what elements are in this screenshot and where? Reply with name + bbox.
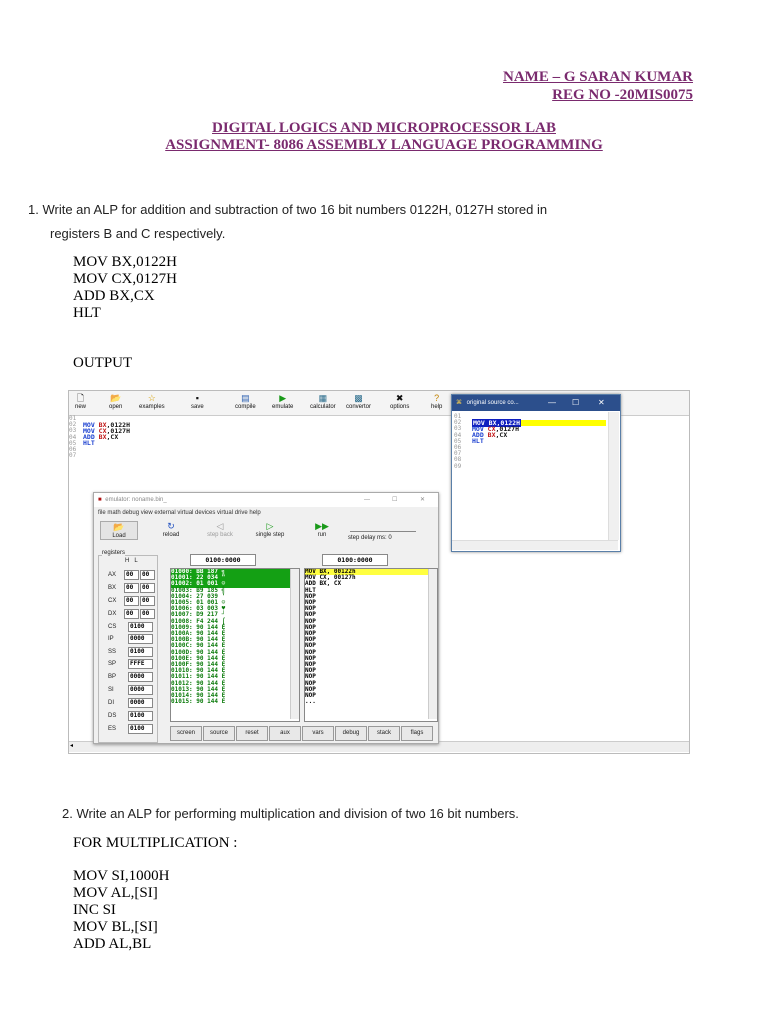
- code-line: ADD AL,BL: [73, 936, 152, 952]
- disasm-row: NOP: [305, 636, 316, 644]
- code-line: MOV BX,0122H: [73, 254, 177, 270]
- memory-row: 01000: BB 187 ╗: [171, 569, 299, 575]
- calculator-icon: ▦: [318, 393, 328, 403]
- memory-row: 0100E: 90 144 É: [171, 654, 226, 662]
- code-line: MOV AL,[SI]: [73, 885, 158, 901]
- source-line[interactable]: ADD BX,CX: [83, 433, 119, 441]
- disasm-row: NOP: [305, 599, 316, 607]
- code-line: ADD BX,CX: [73, 288, 155, 304]
- disasm-row: NOP: [305, 661, 316, 669]
- play-icon: ▶: [279, 393, 287, 403]
- star-icon: ☆: [147, 393, 156, 403]
- disasm-row: HLT: [305, 586, 316, 594]
- convertor-icon: ▩: [354, 393, 363, 403]
- tools-icon: ✖: [395, 393, 404, 403]
- code-line: MOV CX,0127H: [73, 271, 177, 287]
- disasm-row: NOP: [305, 648, 316, 656]
- emulate-button[interactable]: ▶ emulate: [272, 393, 294, 410]
- memory-row: 01005: 01 001 ☺: [171, 599, 226, 607]
- single-step-button[interactable]: ▷ single step: [248, 521, 292, 538]
- disasm-row: NOP: [305, 611, 316, 619]
- line-number-gutter: 01 02 03 04 05 06 07: [69, 415, 77, 460]
- ch-value[interactable]: 00: [124, 596, 139, 606]
- memory-view[interactable]: [170, 568, 300, 722]
- student-name: NAME – G SARAN KUMAR: [503, 69, 693, 85]
- run-button[interactable]: ▶▶ run: [306, 521, 338, 538]
- ah-value[interactable]: 00: [124, 570, 139, 580]
- ds-value[interactable]: 0100: [128, 711, 153, 721]
- examples-button[interactable]: ☆ examples: [139, 393, 165, 410]
- folder-icon: 📂: [110, 393, 122, 403]
- disasm-row: NOP: [305, 617, 316, 625]
- emulator-icon: ■: [98, 497, 102, 503]
- disasm-row: NOP: [305, 605, 316, 613]
- memory-row: 0100D: 90 144 É: [171, 648, 226, 656]
- code-line: HLT: [73, 305, 101, 321]
- cl-value[interactable]: 00: [140, 596, 155, 606]
- orig-title-bar: ⌘ original source co... — ☐ ✕: [452, 395, 620, 411]
- open-button[interactable]: 📂 open: [109, 393, 123, 410]
- registers-panel: registers H L: [98, 555, 158, 743]
- emulator-title-bar: ■ emulator: noname.bin_ — ☐ ✕: [94, 493, 438, 507]
- step-icon: ▷: [266, 521, 274, 531]
- bh-value[interactable]: 00: [124, 583, 139, 593]
- original-source-window: [451, 394, 621, 552]
- disasm-row: NOP: [305, 692, 316, 700]
- disasm-row: NOP: [305, 685, 316, 693]
- options-button[interactable]: ✖ options: [390, 393, 410, 410]
- disasm-row: NOP: [305, 654, 316, 662]
- orig-gutter: 01 02 03 04 05 06 07 08 09: [454, 413, 462, 470]
- step-delay-slider[interactable]: [350, 523, 416, 532]
- floppy-icon: ▪: [195, 393, 199, 403]
- compile-icon: ▤: [241, 393, 250, 403]
- disasm-row: NOP: [305, 673, 316, 681]
- maximize-icon[interactable]: ☐: [572, 398, 580, 407]
- step-back-icon: ◁: [216, 521, 224, 531]
- close-icon[interactable]: ✕: [420, 497, 426, 503]
- q2-code-block: [73, 868, 169, 953]
- disasm-scrollbar[interactable]: [428, 569, 437, 719]
- doc-title-1: DIGITAL LOGICS AND MICROPROCESSOR LAB: [212, 120, 556, 136]
- source-button[interactable]: source: [203, 726, 235, 741]
- memory-row: 01007: D9 217 ┘: [171, 611, 226, 619]
- memory-row: 0100F: 90 144 É: [171, 661, 226, 669]
- doc-title-2: ASSIGNMENT- 8086 ASSEMBLY LANGUAGE PROGRAMMING: [165, 137, 603, 153]
- emulator-window: ■ emulator: noname.bin_ — ☐ ✕ file math debug view external virtual devices virtual drive help 📂 Load ↻ reload ◁ step back ▷ single step ▶▶ run step delay ms: 0 registers H L AX 00 00 BX 00 00 CX 00 00 DX 00 00 CS 0100 IP 0000 SS 0100 SP FFFE BP 0000 SI 0000 DI 0000 DS 0100 ES 0100 0100:0000 0100:0000 01000: BB 187 ╗ 01001: 22 034 " 01002: 01 001 ☺ 01003: B9 185 ╣ 01004: 27 039 ' 01005: 01 001 ☺ 01006: 03 003 ♥ 01007: D9 217 ┘ 01008: F4 244 ⌠ 01009: 90 144 É 0100A: 90 144 É 0100B: 90 144 É 0100C: 90 144 É 0100D: 90 144 É 0100E: 90 144 É 0100F: 90 144 É 01010: 90 144 É 01011: 90 144 É 01012: 90 144 É 01013: 90 144 É 01014: 90 144 É 01015: 90 144 É MOV BX, 00122h MOV CX, 00127h ADD BX, CX HLT NOP NOP NOP NOP NOP NOP NOP NOP NOP NOP NOP NOP NOP NOP NOP NOP NOP ... screen source reset aux vars debug stack flags: [93, 492, 439, 744]
- reload-icon: ↻: [167, 521, 175, 531]
- multiplication-label: FOR MULTIPLICATION :: [73, 835, 238, 851]
- memory-row: 01001: 22 034 ": [171, 575, 299, 581]
- new-button[interactable]: 🗋 new: [75, 393, 87, 410]
- convertor-button[interactable]: ▩ convertor: [346, 393, 372, 410]
- code-line: INC SI: [73, 902, 116, 918]
- output-label: OUTPUT: [73, 355, 133, 371]
- compile-button[interactable]: ▤ compile: [235, 393, 256, 410]
- memory-scrollbar[interactable]: [290, 569, 299, 719]
- question-1-line-2: registers B and C respectively.: [50, 226, 226, 241]
- memory-row: 0100B: 90 144 É: [171, 636, 226, 644]
- maximize-icon[interactable]: ☐: [392, 497, 398, 503]
- emulator-menu-bar[interactable]: file math debug view external virtual devices virtual drive help: [98, 510, 261, 516]
- stack-button[interactable]: stack: [368, 726, 400, 741]
- dh-value[interactable]: 00: [124, 609, 139, 619]
- new-file-icon: 🗋: [76, 393, 85, 403]
- screen-button[interactable]: screen: [170, 726, 202, 741]
- ss-value[interactable]: 0100: [128, 647, 153, 657]
- disasm-row: NOP: [305, 667, 316, 675]
- step-back-button[interactable]: ◁ step back: [200, 521, 240, 538]
- question-2-line-1: 2. Write an ALP for performing multiplication and division of two 16 bit numbers.: [62, 806, 519, 821]
- minimize-icon[interactable]: —: [548, 398, 556, 407]
- minimize-icon[interactable]: —: [364, 497, 370, 503]
- disasm-row: NOP: [305, 642, 316, 650]
- calculator-button[interactable]: ▦ calculator: [310, 393, 336, 410]
- memory-row: 01004: 27 039 ': [171, 592, 226, 600]
- run-icon: ▶▶: [315, 521, 329, 531]
- vertical-scrollbar[interactable]: [608, 412, 619, 540]
- memory-row: 01003: B9 185 ╣: [171, 586, 226, 594]
- memory-row: 01009: 90 144 É: [171, 623, 226, 631]
- memory-row: 01006: 03 003 ♥: [171, 605, 226, 613]
- dl-value[interactable]: 00: [140, 609, 155, 619]
- di-value[interactable]: 0000: [128, 698, 153, 708]
- memory-row: 01012: 90 144 É: [171, 679, 226, 687]
- window-icon: ⌘: [456, 400, 462, 406]
- disasm-row: NOP: [305, 623, 316, 631]
- horizontal-scrollbar[interactable]: [452, 540, 618, 550]
- orig-source-line[interactable]: ADD BX,CX: [472, 431, 508, 439]
- orig-source-line-highlighted[interactable]: MOV BX,0122H: [472, 420, 606, 426]
- memory-address-input[interactable]: 0100:0000: [190, 554, 256, 566]
- si-value[interactable]: 0000: [128, 685, 153, 695]
- reg-number: REG NO -20MIS0075: [552, 87, 693, 103]
- disasm-row: MOV CX, 00127h: [305, 574, 356, 582]
- cs-value[interactable]: 0100: [128, 622, 153, 632]
- help-icon: ?: [434, 393, 440, 403]
- orig-source-line[interactable]: HLT: [472, 437, 484, 445]
- memory-row: 01014: 90 144 É: [171, 692, 226, 700]
- debug-button[interactable]: debug: [335, 726, 367, 741]
- save-button[interactable]: ▪ save: [191, 393, 204, 410]
- disasm-row: NOP: [305, 679, 316, 687]
- memory-row: 01011: 90 144 É: [171, 673, 226, 681]
- reload-button[interactable]: ↻ reload: [154, 521, 188, 538]
- source-line[interactable]: MOV CX,0127H: [83, 427, 130, 435]
- help-button[interactable]: ? help: [431, 393, 443, 410]
- load-icon: 📂: [113, 522, 125, 532]
- close-icon[interactable]: ✕: [598, 398, 605, 407]
- code-line: MOV BL,[SI]: [73, 919, 158, 935]
- vars-button[interactable]: vars: [302, 726, 334, 741]
- memory-row: 01010: 90 144 É: [171, 667, 226, 675]
- disasm-row: MOV BX, 00122h: [305, 569, 437, 575]
- load-button[interactable]: 📂 Load: [100, 521, 138, 540]
- bp-value[interactable]: 0000: [128, 672, 153, 682]
- memory-row: 0100C: 90 144 É: [171, 642, 226, 650]
- scroll-left-icon[interactable]: ◂: [70, 743, 74, 749]
- disasm-row: ADD BX, CX: [305, 580, 342, 588]
- code-line: MOV SI,1000H: [73, 868, 170, 884]
- es-value[interactable]: 0100: [128, 724, 153, 734]
- disasm-row: NOP: [305, 630, 316, 638]
- memory-row: 01015: 90 144 É: [171, 698, 226, 706]
- disasm-address-input[interactable]: 0100:0000: [322, 554, 388, 566]
- al-value[interactable]: 00: [140, 570, 155, 580]
- source-line[interactable]: MOV BX,0122H: [83, 421, 130, 429]
- orig-source-line[interactable]: MOV CX,0127H: [472, 425, 519, 433]
- flags-button[interactable]: flags: [401, 726, 433, 741]
- reset-button[interactable]: reset: [236, 726, 268, 741]
- sp-value[interactable]: FFFE: [128, 659, 153, 669]
- bl-value[interactable]: 00: [140, 583, 155, 593]
- step-delay-label: step delay ms: 0: [348, 535, 392, 541]
- ip-value[interactable]: 0000: [128, 634, 153, 644]
- q1-code-block: [73, 254, 177, 322]
- question-1-line-1: 1. Write an ALP for addition and subtraction of two 16 bit numbers 0122H, 0127H stored in: [28, 202, 548, 217]
- memory-row: 0100A: 90 144 É: [171, 630, 226, 638]
- memory-row: 01008: F4 244 ⌠: [171, 617, 226, 625]
- disasm-row: ...: [305, 698, 316, 706]
- memory-row: 01002: 01 001 ☺: [171, 581, 299, 587]
- source-line[interactable]: HLT: [83, 439, 95, 447]
- aux-button[interactable]: aux: [269, 726, 301, 741]
- disasm-row: NOP: [305, 592, 316, 600]
- disassembly-view[interactable]: [304, 568, 438, 722]
- memory-row: 01013: 90 144 É: [171, 685, 226, 693]
